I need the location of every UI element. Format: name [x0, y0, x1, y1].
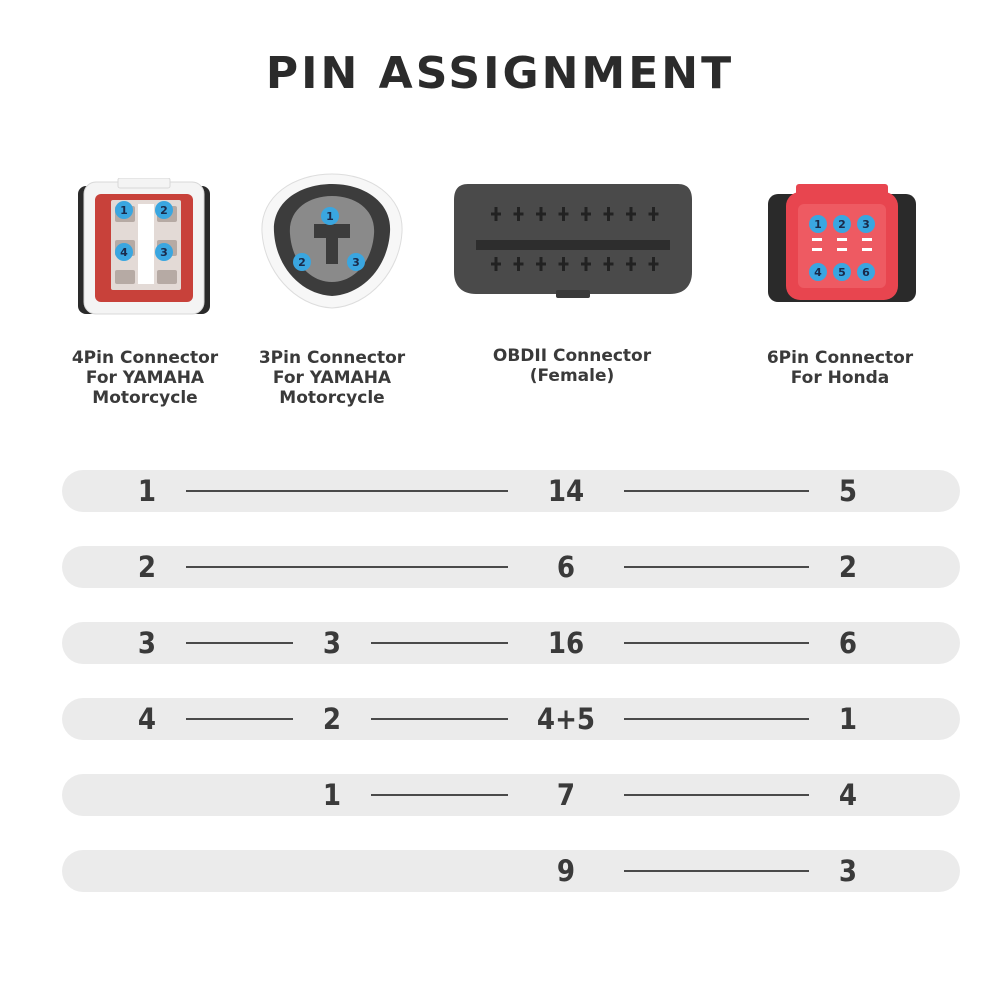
obd-pin-slot	[649, 263, 659, 266]
obd2-caption: OBDII Connector (Female)	[492, 346, 652, 386]
pin-number-yamaha4: 3	[137, 626, 157, 660]
honda-6pin-caption: 6Pin Connector For Honda	[766, 348, 914, 388]
pin-number-honda6: 3	[838, 854, 858, 888]
pin-badge: 1	[326, 210, 334, 223]
table-row	[62, 698, 960, 740]
pin-number-yamaha3: 2	[322, 702, 342, 736]
wire-line	[624, 642, 809, 644]
wire-line	[624, 718, 809, 720]
yamaha-4pin-connector-icon	[78, 178, 210, 318]
wire-line	[186, 490, 508, 492]
pin-badge: 6	[862, 266, 870, 279]
pin-badge: 4	[120, 246, 128, 259]
pin-badge: 2	[298, 256, 306, 269]
pin-badge: 2	[160, 204, 168, 217]
table-row	[62, 546, 960, 588]
pin-number-yamaha4: 2	[137, 550, 157, 584]
wire-line	[624, 794, 809, 796]
obd-pin-slot	[649, 213, 659, 216]
honda-6pin-connector-icon	[768, 184, 916, 304]
pin-number-obd: 16	[547, 626, 585, 660]
obd-pin-slot	[604, 213, 614, 216]
pin-number-obd: 7	[556, 778, 576, 812]
pin-number-honda6: 5	[838, 474, 858, 508]
obd-pin-slot	[581, 263, 591, 266]
wire-line	[371, 718, 508, 720]
obd-pin-slot	[559, 263, 569, 266]
obd-pin-slot	[491, 213, 501, 216]
table-row	[62, 774, 960, 816]
pin-badge: 3	[352, 256, 360, 269]
pin-number-obd: 6	[556, 550, 576, 584]
obd-pin-slot	[514, 213, 524, 216]
obd-pin-slot	[536, 263, 546, 266]
pin-badge: 3	[862, 218, 870, 231]
pin-badge: 5	[838, 266, 846, 279]
pin-number-yamaha3: 1	[322, 778, 342, 812]
pin-badge: 4	[814, 266, 822, 279]
yamaha-4pin-caption: 4Pin Connector For YAMAHA Motorcycle	[71, 348, 219, 408]
pin-badge: 1	[814, 218, 822, 231]
pin-number-honda6: 6	[838, 626, 858, 660]
wire-line	[624, 566, 809, 568]
wire-line	[186, 718, 293, 720]
pin-number-yamaha4: 4	[137, 702, 157, 736]
obd-pin-slot	[604, 263, 614, 266]
wire-line	[371, 794, 508, 796]
obd-pin-slot	[491, 263, 501, 266]
pin-badge: 1	[120, 204, 128, 217]
table-row	[62, 622, 960, 664]
pin-number-obd: 4+5	[536, 702, 596, 736]
pin-badge: 2	[838, 218, 846, 231]
table-row	[62, 850, 960, 892]
obd-pin-slot	[581, 213, 591, 216]
page-title: PIN ASSIGNMENT	[265, 48, 735, 99]
wire-line	[371, 642, 508, 644]
table-row	[62, 470, 960, 512]
obd-pin-slot	[626, 213, 636, 216]
yamaha-3pin-caption: 3Pin Connector For YAMAHA Motorcycle	[258, 348, 406, 408]
obd2-connector-icon	[452, 182, 694, 300]
pin-number-honda6: 1	[838, 702, 858, 736]
pin-number-obd: 9	[556, 854, 576, 888]
wire-line	[624, 870, 809, 872]
obd-pin-slot	[559, 213, 569, 216]
pin-number-yamaha4: 1	[137, 474, 157, 508]
obd-pin-slot	[626, 263, 636, 266]
yamaha-3pin-connector-icon	[258, 170, 406, 312]
obd-pin-slot	[536, 213, 546, 216]
obd-pin-slot	[514, 263, 524, 266]
pin-number-honda6: 2	[838, 550, 858, 584]
wire-line	[186, 566, 508, 568]
wire-line	[186, 642, 293, 644]
pin-number-honda6: 4	[838, 778, 858, 812]
pin-number-yamaha3: 3	[322, 626, 342, 660]
wire-line	[624, 490, 809, 492]
pin-badge: 3	[160, 246, 168, 259]
pin-number-obd: 14	[547, 474, 585, 508]
